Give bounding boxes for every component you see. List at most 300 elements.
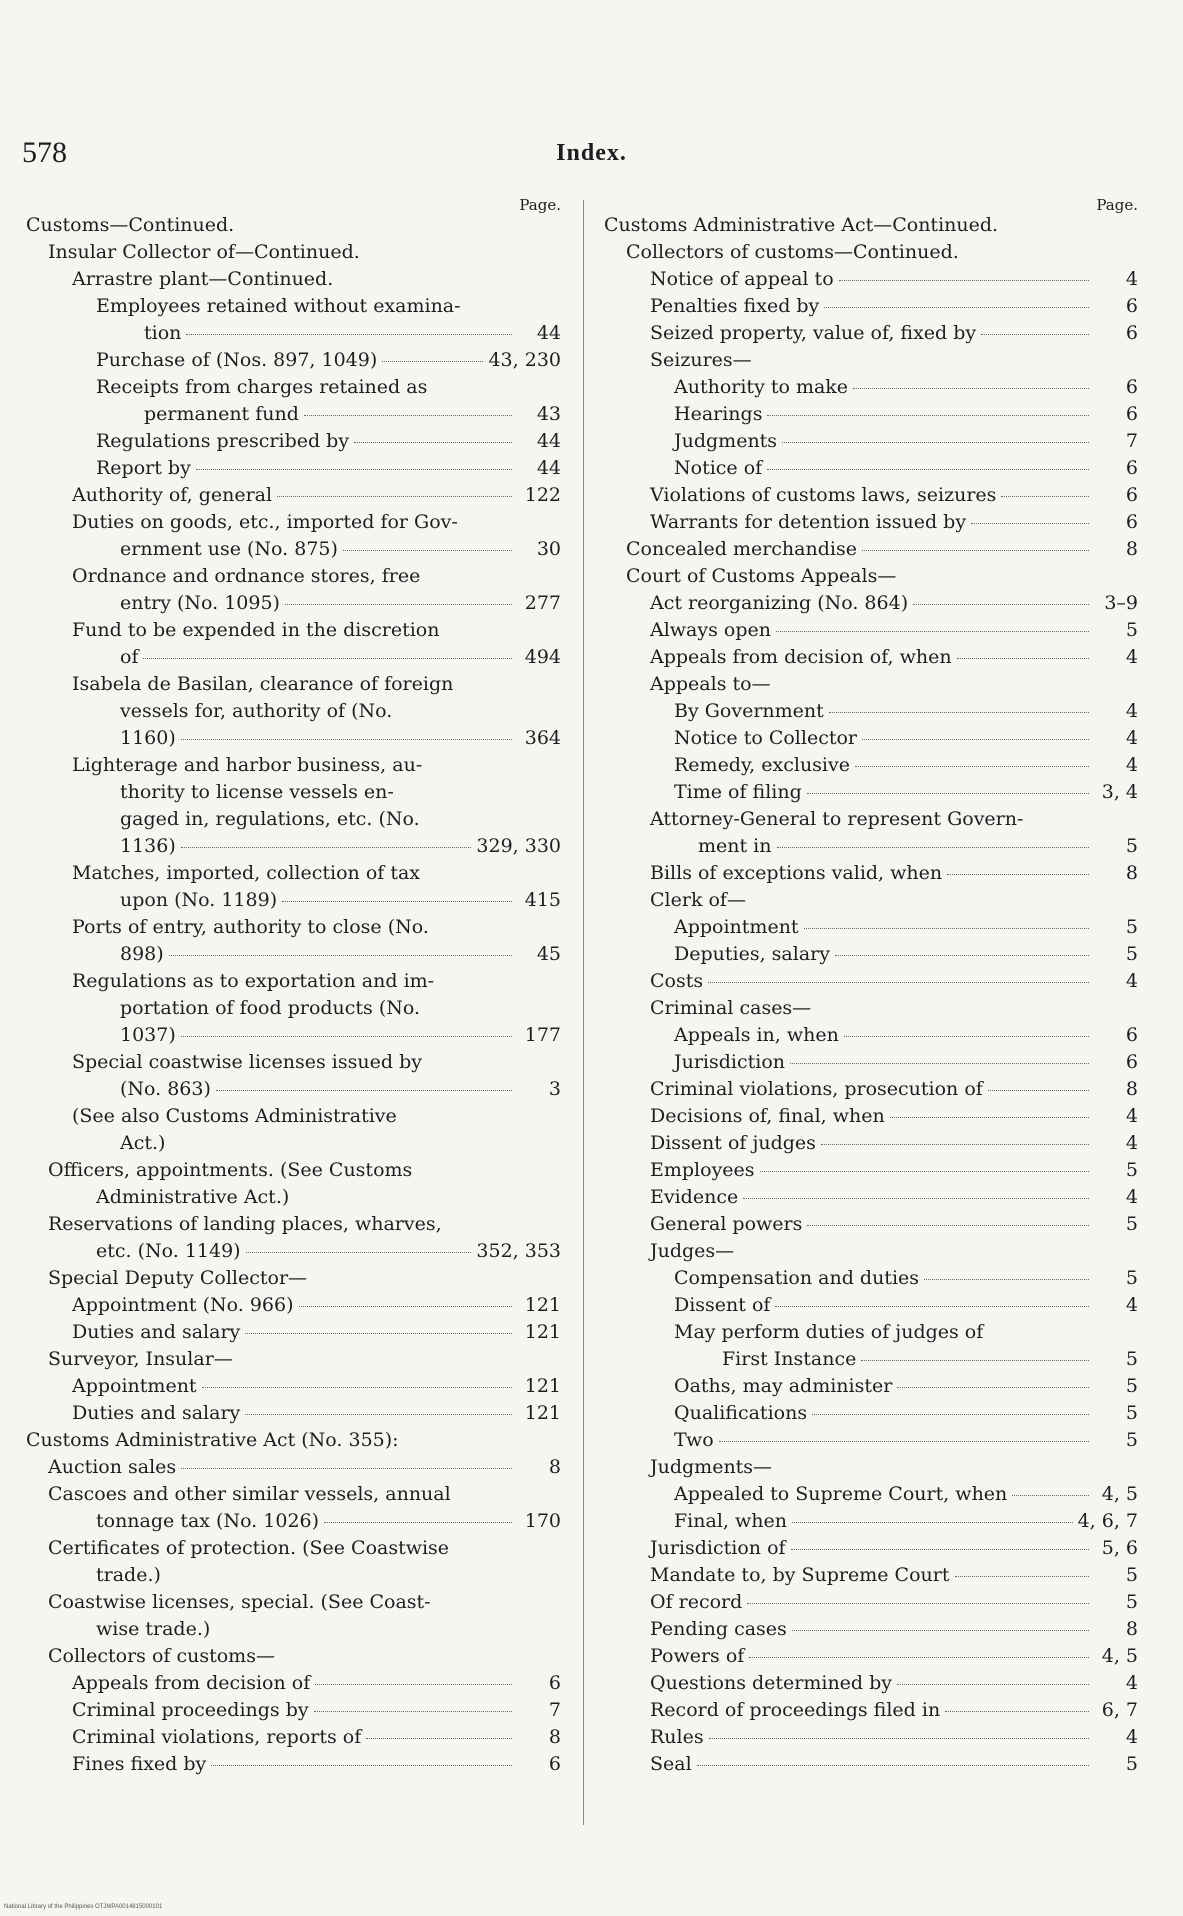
entry-page-ref: 44 [536, 430, 561, 452]
dot-leader [824, 307, 1089, 308]
entry-page-ref: 5 [1125, 1591, 1138, 1613]
entry-page-ref: 6 [1125, 295, 1138, 317]
dot-leader [855, 766, 1089, 767]
entry-page-ref: 364 [524, 727, 561, 749]
entry-page-ref: 277 [524, 592, 561, 614]
dot-leader [211, 1765, 512, 1766]
dot-leader [181, 739, 512, 740]
entry-page-ref: 8 [1125, 1618, 1138, 1640]
index-entry [604, 1157, 1138, 1184]
entry-text: General powers [650, 1213, 803, 1235]
dot-leader [890, 1117, 1089, 1118]
entry-page-ref: 8 [1125, 538, 1138, 560]
entry-text: Authority to make [674, 376, 849, 398]
entry-text: Employees [650, 1159, 755, 1181]
entry-text: Powers of [650, 1645, 745, 1667]
dot-leader [747, 1603, 1089, 1604]
entry-page-ref: 5 [1125, 1213, 1138, 1235]
index-entry [26, 1751, 561, 1778]
entry-text: ment in [698, 835, 772, 857]
index-entry [604, 1211, 1138, 1238]
entry-text: Dissent of [674, 1294, 771, 1316]
entry-text: Appealed to Supreme Court, when [674, 1483, 1008, 1505]
index-entry [604, 212, 1138, 239]
entry-page-ref: 5 [1125, 619, 1138, 641]
entry-page-ref: 177 [524, 1024, 561, 1046]
entry-page-ref: 4, 6, 7 [1077, 1510, 1138, 1532]
entry-page-ref: 5, 6 [1101, 1537, 1138, 1559]
index-column-left [26, 196, 561, 1778]
entry-page-ref: 122 [524, 484, 561, 506]
dot-leader [782, 442, 1089, 443]
index-entry [604, 698, 1138, 725]
dot-leader [957, 658, 1089, 659]
index-entry [26, 1697, 561, 1724]
index-entry [604, 1373, 1138, 1400]
index-entry [26, 509, 561, 563]
dot-leader [862, 550, 1089, 551]
index-entry [604, 671, 1138, 698]
index-entry [26, 482, 561, 509]
entry-text: Matches, imported, collection of tax [72, 862, 421, 884]
entry-text: Bills of exceptions valid, when [650, 862, 943, 884]
entry-page-ref: 5 [1125, 1267, 1138, 1289]
entry-text: Arrastre plant—Continued. [72, 268, 334, 290]
entry-text: Ordnance and ordnance stores, free [72, 565, 421, 587]
index-entry [604, 347, 1138, 374]
entry-text: Violations of customs laws, seizures [650, 484, 997, 506]
dot-leader [807, 793, 1089, 794]
entry-text: Lighterage and harbor business, au- [72, 754, 423, 776]
entry-text: Receipts from charges retained as [96, 376, 428, 398]
entry-text: Certificates of protection. (See Coastwise [48, 1537, 450, 1559]
index-entry [26, 428, 561, 455]
entry-text: tion [144, 322, 182, 344]
entry-text: Clerk of— [650, 889, 746, 911]
dot-leader [792, 1630, 1089, 1631]
entry-text: Fines fixed by [72, 1753, 207, 1775]
index-entry [604, 1643, 1138, 1670]
entry-text: Notice of appeal to [650, 268, 834, 290]
entry-text: Special coastwise licenses issued by [72, 1051, 422, 1073]
entry-page-ref: 4 [1125, 1186, 1138, 1208]
entry-text: Isabela de Basilan, clearance of foreign [72, 673, 454, 695]
entry-page-ref: 121 [524, 1294, 561, 1316]
entry-text: Qualifications [674, 1402, 808, 1424]
index-entry [604, 968, 1138, 995]
index-entry [26, 1481, 561, 1535]
entry-text: Report by [96, 457, 191, 479]
dot-leader [981, 334, 1089, 335]
entry-text: Seizures— [650, 349, 752, 371]
index-entry [604, 1481, 1138, 1508]
entry-page-ref: 30 [536, 538, 561, 560]
entry-text: Criminal violations, reports of [72, 1726, 362, 1748]
dot-leader [382, 361, 483, 362]
index-entry [26, 1319, 561, 1346]
dot-leader [947, 874, 1089, 875]
entry-text: Reservations of landing places, wharves, [48, 1213, 442, 1235]
index-entry [604, 1400, 1138, 1427]
dot-leader [314, 1711, 512, 1712]
column-divider [583, 200, 584, 1825]
entry-text: Criminal cases— [650, 997, 812, 1019]
index-entry [604, 1022, 1138, 1049]
dot-leader [804, 928, 1089, 929]
entry-page-ref: 6 [1125, 1051, 1138, 1073]
dot-leader [835, 955, 1089, 956]
dot-leader [181, 1036, 512, 1037]
index-entry [604, 752, 1138, 779]
dot-leader [862, 739, 1089, 740]
entry-text: permanent fund [144, 403, 299, 425]
dot-leader [767, 469, 1089, 470]
dot-leader [844, 1036, 1089, 1037]
entry-text: Costs [650, 970, 704, 992]
index-column-right [604, 196, 1138, 1778]
entry-page-ref: 121 [524, 1375, 561, 1397]
index-entry [604, 1535, 1138, 1562]
dot-leader [812, 1414, 1089, 1415]
entry-text: Officers, appointments. (See Customs [48, 1159, 413, 1181]
dot-leader [202, 1387, 512, 1388]
index-entry [26, 1427, 561, 1454]
index-entry [604, 914, 1138, 941]
entry-page-ref: 3–9 [1104, 592, 1138, 614]
entry-text: Special Deputy Collector— [48, 1267, 308, 1289]
index-entry [26, 1643, 561, 1670]
entry-page-ref: 5 [1125, 1564, 1138, 1586]
index-entry [604, 1589, 1138, 1616]
entry-page-ref: 6, 7 [1101, 1699, 1138, 1721]
entry-text: of [120, 646, 139, 668]
entry-text: Notice to Collector [674, 727, 857, 749]
entry-text: Appointment [72, 1375, 197, 1397]
entry-text: Judges— [650, 1240, 735, 1262]
dot-leader [277, 496, 512, 497]
dot-leader [708, 982, 1089, 983]
entry-text: Questions determined by [650, 1672, 893, 1694]
dot-leader [282, 901, 512, 902]
entry-text: (See also Customs Administrative [72, 1105, 397, 1127]
index-entry [26, 1535, 561, 1589]
entry-text: Insular Collector of—Continued. [48, 241, 360, 263]
dot-leader [790, 1063, 1089, 1064]
entry-page-ref: 6 [1125, 1024, 1138, 1046]
index-entry [26, 1157, 561, 1211]
entry-page-ref: 5 [1125, 1753, 1138, 1775]
entry-text: Always open [650, 619, 771, 641]
entry-text: Appeals in, when [674, 1024, 839, 1046]
entry-text: Seized property, value of, fixed by [650, 322, 977, 344]
dot-leader [246, 1252, 472, 1253]
dot-leader [897, 1387, 1089, 1388]
entry-text: Remedy, exclusive [674, 754, 850, 776]
entry-text: 898) [120, 943, 164, 965]
entry-page-ref: 121 [524, 1321, 561, 1343]
index-entry [26, 293, 561, 347]
dot-leader [945, 1711, 1089, 1712]
dot-leader [299, 1306, 512, 1307]
index-entry [604, 1562, 1138, 1589]
entry-page-ref: 44 [536, 457, 561, 479]
entry-text: First Instance [722, 1348, 857, 1370]
entry-text: Appointment [674, 916, 799, 938]
entry-text: Judgments [674, 430, 778, 452]
entry-text: Customs Administrative Act—Continued. [604, 214, 999, 236]
entry-text: Regulations prescribed by [96, 430, 350, 452]
entry-text: Appointment (No. 966) [72, 1294, 294, 1316]
entry-text: Duties and salary [72, 1321, 241, 1343]
index-entry [604, 1184, 1138, 1211]
entry-text: Customs—Continued. [26, 214, 235, 236]
entry-text: Criminal violations, prosecution of [650, 1078, 983, 1100]
entry-text: Jurisdiction of [650, 1537, 786, 1559]
entry-text: Notice of [674, 457, 763, 479]
index-entry [604, 401, 1138, 428]
entry-text: Auction sales [48, 1456, 177, 1478]
entry-text: thority to license vessels en- [120, 781, 394, 803]
entry-page-ref: 415 [524, 889, 561, 911]
index-entry [604, 1697, 1138, 1724]
index-entry [604, 482, 1138, 509]
dot-leader [366, 1738, 512, 1739]
dot-leader [760, 1171, 1089, 1172]
dot-leader [709, 1738, 1089, 1739]
entry-page-ref: 8 [1125, 1078, 1138, 1100]
entry-page-ref: 6 [1125, 403, 1138, 425]
entry-page-ref: 6 [548, 1753, 561, 1775]
entry-page-ref: 4 [1125, 754, 1138, 776]
index-entry [26, 347, 561, 374]
entry-page-ref: 5 [1125, 916, 1138, 938]
index-entry [604, 1616, 1138, 1643]
entry-page-ref: 4 [1125, 1132, 1138, 1154]
dot-leader [1012, 1495, 1089, 1496]
dot-leader [861, 1360, 1089, 1361]
entry-page-ref: 4 [1125, 1105, 1138, 1127]
dot-leader [304, 415, 512, 416]
index-entry [604, 617, 1138, 644]
entry-text: trade.) [96, 1564, 161, 1586]
dot-leader [743, 1198, 1089, 1199]
entry-page-ref: 4 [1125, 700, 1138, 722]
entry-page-ref: 494 [524, 646, 561, 668]
entry-page-ref: 43 [536, 403, 561, 425]
dot-leader [988, 1090, 1089, 1091]
entry-page-ref: 4 [1125, 970, 1138, 992]
entry-page-ref: 8 [548, 1726, 561, 1748]
entry-page-ref: 4 [1125, 1294, 1138, 1316]
index-entry [604, 239, 1138, 266]
index-entry [26, 212, 561, 239]
dot-leader [821, 1144, 1089, 1145]
dot-leader [913, 604, 1089, 605]
entry-text: (No. 863) [120, 1078, 211, 1100]
dot-leader [839, 280, 1089, 281]
index-entry [26, 266, 561, 293]
index-entry [26, 617, 561, 671]
index-entry [604, 1751, 1138, 1778]
dot-leader [315, 1684, 512, 1685]
dot-leader [196, 469, 512, 470]
dot-leader [775, 1306, 1089, 1307]
entry-text: Court of Customs Appeals— [626, 565, 897, 587]
entry-text: Judgments— [650, 1456, 773, 1478]
entry-page-ref: 4 [1125, 727, 1138, 749]
page-column-label: Page. [519, 196, 561, 214]
entry-page-ref: 5 [1125, 943, 1138, 965]
index-entry [604, 428, 1138, 455]
index-entry [26, 563, 561, 617]
index-entry [604, 1454, 1138, 1481]
index-entry [604, 509, 1138, 536]
index-entry [26, 1400, 561, 1427]
entry-text: Regulations as to exportation and im- [72, 970, 435, 992]
entry-text: Customs Administrative Act (No. 355): [26, 1429, 399, 1451]
entry-text: Fund to be expended in the discretion [72, 619, 440, 641]
index-entry [26, 239, 561, 266]
index-entry [26, 914, 561, 968]
entry-page-ref: 6 [1125, 511, 1138, 533]
dot-leader [767, 415, 1089, 416]
dot-leader [186, 334, 512, 335]
entry-page-ref: 8 [548, 1456, 561, 1478]
entry-text: By Government [674, 700, 824, 722]
entry-page-ref: 5 [1125, 1402, 1138, 1424]
entry-text: Ports of entry, authority to close (No. [72, 916, 429, 938]
entry-text: 1037) [120, 1024, 176, 1046]
page-title: Index. [556, 140, 627, 166]
library-watermark: National Library of the Philippines OTJMPA0014815000101 [4, 1904, 163, 1910]
dot-leader [792, 1522, 1073, 1523]
dot-leader [829, 712, 1089, 713]
dot-leader [853, 388, 1089, 389]
dot-leader [776, 631, 1089, 632]
entry-text: Mandate to, by Supreme Court [650, 1564, 950, 1586]
index-entry [604, 995, 1138, 1022]
dot-leader [324, 1522, 512, 1523]
dot-leader [719, 1441, 1089, 1442]
dot-leader [343, 550, 512, 551]
entry-page-ref: 6 [1125, 457, 1138, 479]
entry-text: Attorney-General to represent Govern- [650, 808, 1024, 830]
entry-text: Oaths, may administer [674, 1375, 893, 1397]
index-entry [26, 752, 561, 860]
dot-leader [777, 847, 1090, 848]
dot-leader [216, 1090, 512, 1091]
entry-text: Criminal proceedings by [72, 1699, 309, 1721]
index-entry [604, 536, 1138, 563]
index-entry [604, 563, 1138, 590]
dot-leader [971, 523, 1089, 524]
entry-text: portation of food products (No. [120, 997, 421, 1019]
entry-page-ref: 4, 5 [1101, 1645, 1138, 1667]
index-entry [26, 1265, 561, 1292]
entry-text: Record of proceedings filed in [650, 1699, 941, 1721]
index-entry [26, 1589, 561, 1643]
dot-leader [924, 1279, 1089, 1280]
entry-page-ref: 121 [524, 1402, 561, 1424]
dot-leader [354, 442, 512, 443]
dot-leader [169, 955, 512, 956]
page-number: 578 [22, 136, 67, 169]
entry-text: Rules [650, 1726, 704, 1748]
entry-text: ernment use (No. 875) [120, 538, 338, 560]
entry-page-ref: 4, 5 [1101, 1483, 1138, 1505]
entry-page-ref: 5 [1125, 1159, 1138, 1181]
entry-text: Duties and salary [72, 1402, 241, 1424]
index-entry [604, 1670, 1138, 1697]
index-entry [604, 266, 1138, 293]
entry-text: Surveyor, Insular— [48, 1348, 233, 1370]
index-entry [604, 644, 1138, 671]
entry-text: Seal [650, 1753, 692, 1775]
entry-page-ref: 44 [536, 322, 561, 344]
index-entry [604, 941, 1138, 968]
entry-text: Jurisdiction [674, 1051, 786, 1073]
entry-text: upon (No. 1189) [120, 889, 278, 911]
entry-page-ref: 170 [524, 1510, 561, 1532]
entry-text: Cascoes and other similar vessels, annual [48, 1483, 451, 1505]
entry-text: Administrative Act.) [96, 1186, 290, 1208]
index-entry [26, 1670, 561, 1697]
index-entry [604, 1724, 1138, 1751]
dot-leader [181, 1468, 512, 1469]
dot-leader [245, 1414, 512, 1415]
entry-text: 1160) [120, 727, 176, 749]
entry-page-ref: 43, 230 [488, 349, 561, 371]
dot-leader [1001, 496, 1089, 497]
index-entry [26, 374, 561, 428]
entry-page-ref: 6 [1125, 484, 1138, 506]
index-entry [604, 1130, 1138, 1157]
entry-page-ref: 3 [548, 1078, 561, 1100]
dot-leader [245, 1333, 512, 1334]
index-entry [604, 1319, 1138, 1373]
index-entry [26, 1049, 561, 1103]
index-entry [26, 860, 561, 914]
entry-page-ref: 6 [548, 1672, 561, 1694]
index-entry [604, 1076, 1138, 1103]
index-entry [26, 455, 561, 482]
index-entry [604, 1049, 1138, 1076]
entry-page-ref: 4 [1125, 1726, 1138, 1748]
index-entry [604, 1265, 1138, 1292]
entry-text: Appeals to— [650, 673, 771, 695]
entry-text: Evidence [650, 1186, 739, 1208]
entry-page-ref: 6 [1125, 322, 1138, 344]
entry-page-ref: 4 [1125, 646, 1138, 668]
dot-leader [181, 847, 472, 848]
index-entry [26, 1346, 561, 1373]
index-entry [604, 860, 1138, 887]
entry-text: Dissent of judges [650, 1132, 816, 1154]
entry-page-ref: 45 [536, 943, 561, 965]
index-entry [604, 590, 1138, 617]
entry-text: tonnage tax (No. 1026) [96, 1510, 320, 1532]
entry-text: etc. (No. 1149) [96, 1240, 241, 1262]
entry-text: vessels for, authority of (No. [120, 700, 393, 722]
index-entry [604, 725, 1138, 752]
index-entry [604, 293, 1138, 320]
index-entries-left [26, 212, 561, 1778]
entry-text: Concealed merchandise [626, 538, 857, 560]
entry-page-ref: 4 [1125, 268, 1138, 290]
entry-text: Penalties fixed by [650, 295, 820, 317]
index-entry [604, 806, 1138, 860]
page-column-label: Page. [1096, 196, 1138, 214]
